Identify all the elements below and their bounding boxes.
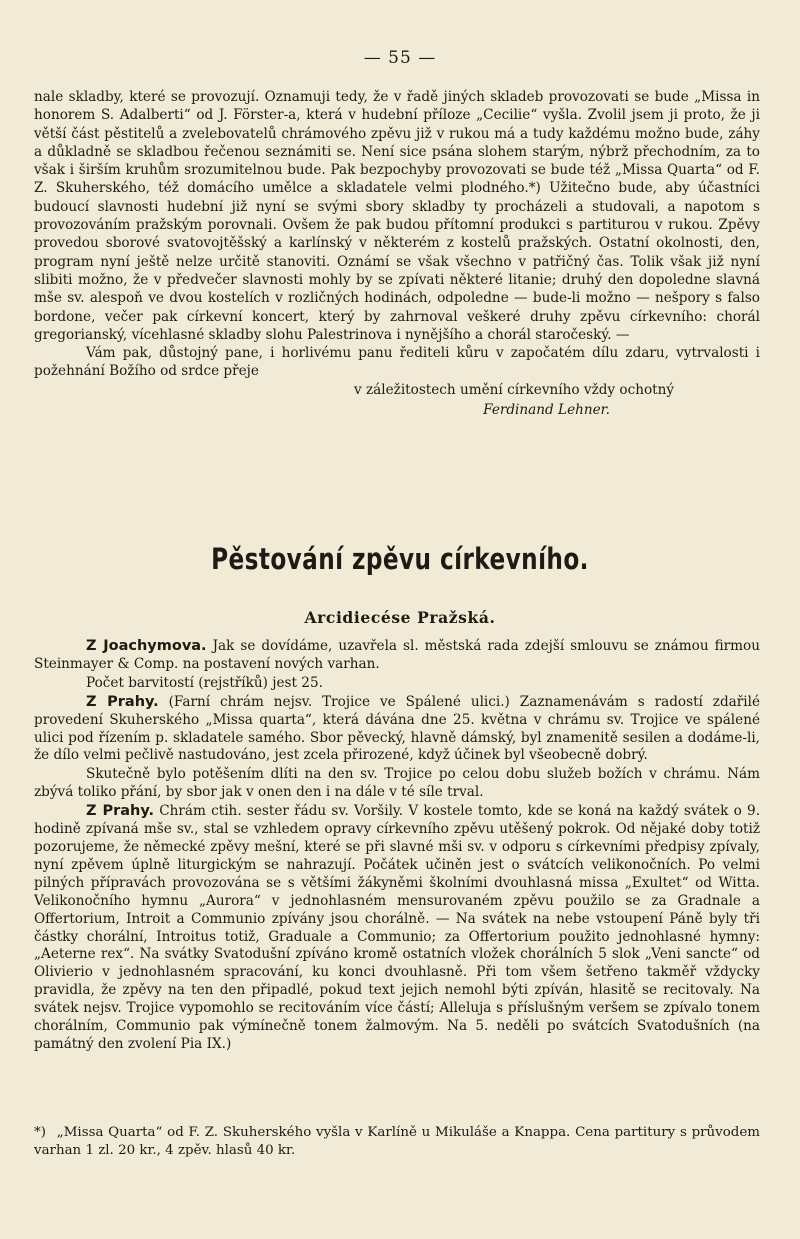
report-place: Z Joachymova. bbox=[86, 638, 207, 654]
report-text: Jak se dovídáme, uzavřela sl. městská rada zdejší smlouvu se známou firmou Steinmayer & Comp. na postavení nových varhan. bbox=[34, 638, 761, 672]
page-number: — 55 — bbox=[363, 48, 437, 68]
reports-section bbox=[34, 638, 760, 1055]
intro-paragraph: Vám pak, důstojný pane, i horlivému panu řediteli kůru v započatém dílu zdaru, vytrvalosti i požehnání Božího od srdce přeje bbox=[34, 345, 760, 380]
intro-paragraph: nale skladby, které se provozují. Oznamuji tedy, že v řadě jiných skladeb provozovati se bude „Missa in honorem S. Adalberti“ od J. Förster-a, která v hudební příloze „Cecilie“ vyšla. Zvolil jsem ji proto, že ji větší část pěstitelů a zvelebovatelů chrámového zpěvu již v rukou má a tudy každému možno bude, záhy a důkladně se skladbou řečenou seznámiti se. Není sice psána slohem starým, nýbrž přechodním, za to však i širším kruhům srozumitelnou bude. Pak bezpochyby provozovati se bude též „Missa Quarta“ od F. Z. Skuherského, též domácího umělce a skladatele velmi plodného.*) Užitečno bude, aby účastníci budoucí slavnosti hudební již nyní se svými sbory skladby ty procházeli a studovali, a napotom s provozováním pražským porovnali. Ovšem že pak budou přítomní produkci s partiturou v rukou. Zpěvy provedou sborové svatovojtěšský a karlínský v některém z kostelů pražských. Ostatní okolnosti, den, program nyní ještě nelze určitě stanoviti. Oznámí se však všechno v patřičný čas. Tolik však již nyní slibiti možno, že v předvečer slavnosti mohly by se zpívati některé litanie; druhý den dopoledne slavná mše sv. alespoň ve dvou kostelích v rozličných hodinách, odpoledne — bude-li možno — nešpory s falso bordone, večer pak církevní koncert, který by zahrnoval veškeré druhy zpěvu církevního: chorál gregorianský, vícehlasné skladby slohu Palestrinova i nynějšího a chorál staročeský. — bbox=[34, 89, 760, 343]
report-text: (Farní chrám nejsv. Trojice ve Spálené ulici.) Zaznamenávám s radostí zdařilé provedení Skuherského „Missa quarta“, která dávána dne 25. května v chrámu sv. Trojice ve spálené ulici pod řízením p. skladatele samého. Sbor pěvecký, hlavně dámský, byl znamenitě sesilen a dodáme-li, že dílo velmi pečlivě nastudováno, jest zcela přirozené, když účinek byl všeobecně dobrý. bbox=[34, 693, 760, 764]
report-place: Z Prahy. bbox=[86, 803, 154, 820]
report-entry bbox=[34, 766, 760, 802]
report-place: Z Prahy. bbox=[86, 693, 159, 710]
report-entry bbox=[34, 675, 760, 693]
letter-body bbox=[34, 88, 760, 419]
footnote bbox=[34, 1124, 760, 1160]
closing-line: v záležitostech umění církevního vždy ochotný bbox=[354, 381, 675, 398]
footnote-mark: *) bbox=[34, 1125, 46, 1140]
footnote-text: „Missa Quarta“ od F. Z. Skuherského vyšla v Karlíně u Mikuláše a Knappa. Cena partitury s průvodem varhan 1 zl. 20 kr., 4 zpěv. hlasů 40 kr. bbox=[34, 1125, 760, 1158]
signature: Ferdinand Lehner. bbox=[483, 402, 610, 419]
report-text: Skutečně bylo potěšením dlíti na den sv. Trojice po celou dobu služeb božích v chrámu. Nám zbývá toliko přání, by sbor jak v onen den i na dále v té síle trval. bbox=[34, 766, 760, 801]
report-entry bbox=[34, 638, 760, 674]
report-entry bbox=[34, 694, 760, 766]
report-entry bbox=[34, 803, 760, 1054]
closing bbox=[34, 381, 760, 399]
report-text: Počet barvitostí (rejstříků) jest 25. bbox=[86, 674, 323, 691]
report-text: Chrám ctih. sester řádu sv. Voršily. V kostele tomto, kde se koná na každý svátek o 9. hodině zpívaná mše sv., stal se vzhledem opravy církevního zpěvu utěšený pokrok. Od nějaké doby totiž pozorujeme, že německé zpěvy mešní, které se při slavné mši sv. v odporu s církevními předpisy zpívaly, nyní zpěvem úplně liturgickým se nahrazují. Počátek učiněn jest o svátcích velikonočních. Po velmi pilných přípravách provozována se s většími žákyněmi školními dvouhlasná missa „Exultet“ od Witta. Velikonočního hymnu „Aurora“ v jednohlasném mensurovaném zpěvu použilo se za Gradnale a Offertorium, Introit a Communio zpívány jsou chorálně. — Na svátek na nebe vstoupení Páně byly tři částky chorální, Introitus totiž, Graduale a Communio; za Offertorium použito jednohlasné hymny: „Aeterne rex“. Na svátky Svatodušní zpíváno kromě ostatních vložek chorálních 5 slok „Veni sancte“ od Olivierio v jednohlasném spracování, ku konci dvouhlasně. Při tom všem šetřeno takměř vždycky pravidla, že zpěvy na ten den připadlé, pokud text jejich nemohl býti zpíván, hlasitě se recitovaly. Na svátek nejsv. Trojice vypomohlo se recitováním více částí; Alleluja s příslušným veršem se zpívalo tonem chorálním, Communio pak výmínečně tonem žalmovým. Na 5. neděli po svátcích Svatodušních (na památný den zvolení Pia IX.) bbox=[34, 803, 761, 1052]
section-subtitle: Arcidiecése Pražská. bbox=[304, 608, 496, 627]
section-title: Pěstování zpěvu církevního. bbox=[211, 542, 589, 576]
